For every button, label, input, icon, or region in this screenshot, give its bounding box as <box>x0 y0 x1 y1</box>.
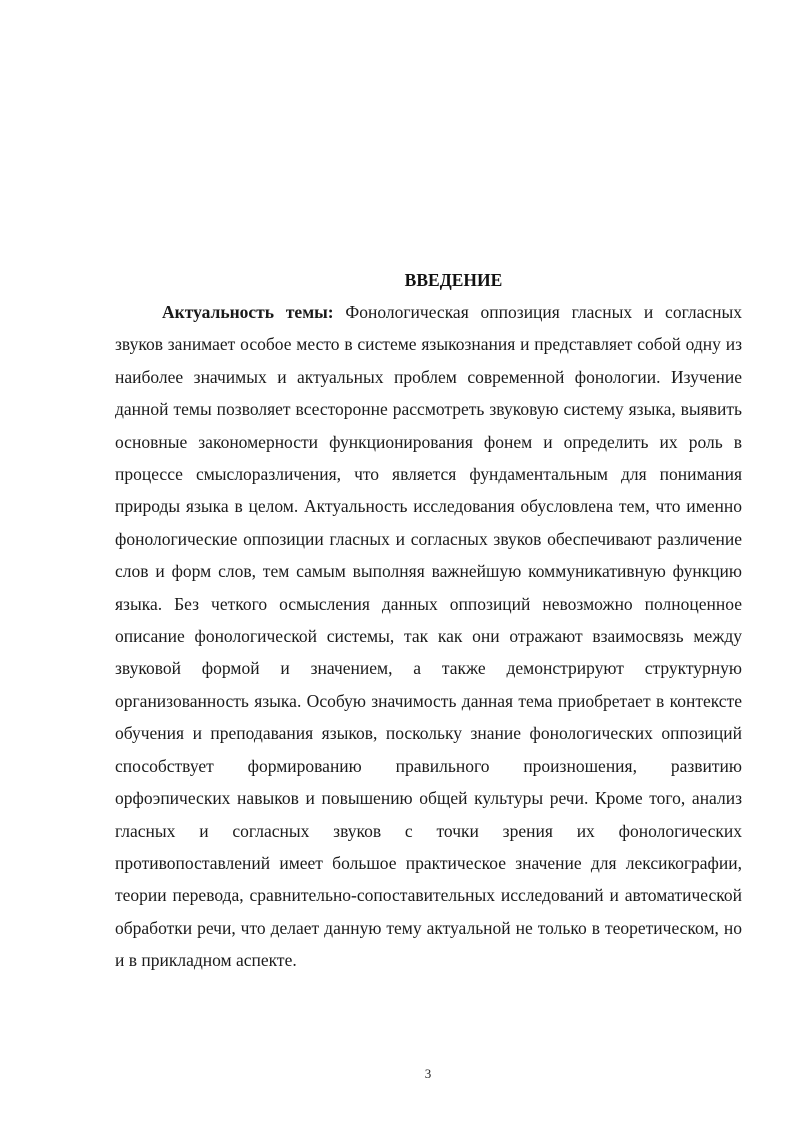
body-paragraph <box>115 296 742 977</box>
paragraph-lead: Актуальность темы: <box>162 302 334 322</box>
section-heading: ВВЕДЕНИЕ <box>404 270 503 290</box>
page-number: 3 <box>424 1066 432 1081</box>
paragraph-text: Фонологическая оппозиция гласных и согласных звуков занимает особое место в системе языкознания и представляет собой одну из наиболее значимых и актуальных проблем современной фонологии. Изучение данной темы позволяет всесторонне рассмотреть звуковую систему языка, выявить основные закономерности функционирования фонем и определить их роль в процессе смыслоразличения, что является фундаментальным для понимания природы языка в целом. Актуальность исследования обусловлена тем, что именно фонологические оппозиции гласных и согласных звуков обеспечивают различение слов и форм слов, тем самым выполняя важнейшую коммуникативную функцию языка. Без четкого осмысления данных оппозиций невозможно полноценное описание фонологической системы, так как они отражают взаимосвязь между звуковой формой и значением, а также демонстрируют структурную организованность языка. Особую значимость данная тема приобретает в контексте обучения и преподавания языков, поскольку знание фонологических оппозиций способствует формированию правильного произношения, развитию орфоэпических навыков и повышению общей культуры речи. Кроме того, анализ гласных и согласных звуков с точки зрения их фонологических противопоставлений имеет большое практическое значение для лексикографии, теории перевода, сравнительно-сопоставительных исследований и автоматической обработки речи, что делает данную тему актуальной не только в теоретическом, но и в прикладном аспекте. <box>115 302 743 971</box>
